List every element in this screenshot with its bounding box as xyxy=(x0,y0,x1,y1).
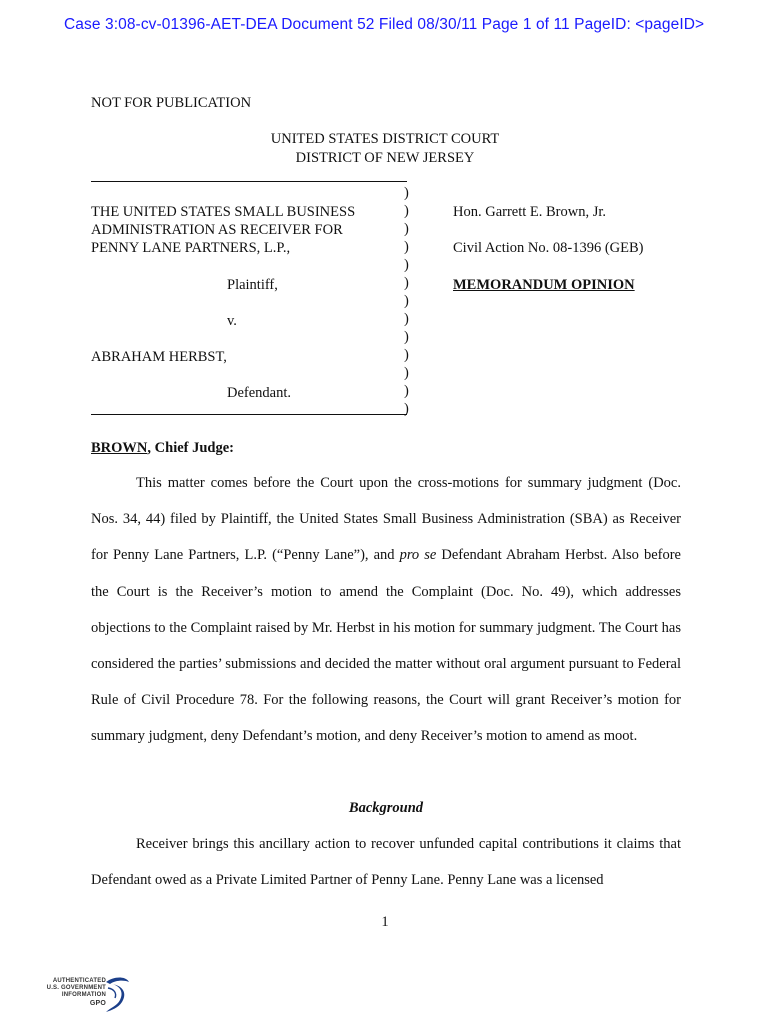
judge-name: Hon. Garrett E. Brown, Jr. xyxy=(453,204,607,220)
author-title: , Chief Judge: xyxy=(147,440,235,456)
civil-action-number: Civil Action No. 08-1396 (GEB) xyxy=(453,240,644,256)
opinion-paragraph-1: This matter comes before the Court upon the cross-motions for summary judgment (Doc. Nos. 34, 44) filed by Plaintiff, the United States Small Business Administration (SBA) as Receiver for Penny Lane Partners, L.P. (“Penny Lane”), and pro se Defendant Abraham Herbst. Also before the Court is the Receiver’s motion to amend the Complaint (Doc. No. 49), which addresses objections to the Complaint raised by Mr. Herbst in his motion for summary judgment. The Court has considered the parties’ submissions and decided the matter without oral argument pursuant to Federal Rule of Civil Procedure 78. For the following reasons, the Court will grant Receiver’s motion for summary judgment, deny Defendant’s motion, and deny Receiver’s motion to amend as moot. xyxy=(91,475,681,745)
publication-notice: NOT FOR PUBLICATION xyxy=(91,95,252,111)
caption-bottom-rule xyxy=(91,414,407,415)
plaintiff-name-line3: PENNY LANE PARTNERS, L.P., xyxy=(91,240,291,256)
court-name: UNITED STATES DISTRICT COURT xyxy=(270,131,500,147)
court-district: DISTRICT OF NEW JERSEY xyxy=(295,150,475,166)
plaintiff-name-line1: THE UNITED STATES SMALL BUSINESS xyxy=(91,204,356,220)
pro-se-term: pro se xyxy=(399,547,437,564)
plaintiff-name-line2: ADMINISTRATION AS RECEIVER FOR xyxy=(91,222,343,238)
document-type-title: MEMORANDUM OPINION xyxy=(453,277,635,293)
defendant-name: ABRAHAM HERBST, xyxy=(91,349,227,365)
versus: v. xyxy=(227,313,237,329)
plaintiff-role: Plaintiff, xyxy=(227,277,278,293)
caption-top-rule xyxy=(91,181,407,182)
caption-paren-column: ) ) ) ) ) ) ) ) ) ) ) ) ) xyxy=(404,185,409,417)
gpo-authentication-seal: AUTHENTICATED U.S. GOVERNMENT INFORMATION GPO xyxy=(44,972,134,1016)
section-heading: Background xyxy=(348,800,424,816)
page-number: 1 xyxy=(381,914,389,930)
eagle-icon xyxy=(102,974,132,1016)
opinion-paragraph-2: Receiver brings this ancillary action to recover unfunded capital contributions it claims that Defendant owed as a Private Limited Partner of Penny Lane. Penny Lane was a licensed xyxy=(91,836,681,889)
case-header: Case 3:08-cv-01396-AET-DEA Document 52 Filed 08/30/11 Page 1 of 11 PageID: <pageID> xyxy=(64,16,705,33)
defendant-role: Defendant. xyxy=(227,385,292,401)
opinion-author xyxy=(91,439,234,457)
author-surname: BROWN xyxy=(91,440,148,456)
